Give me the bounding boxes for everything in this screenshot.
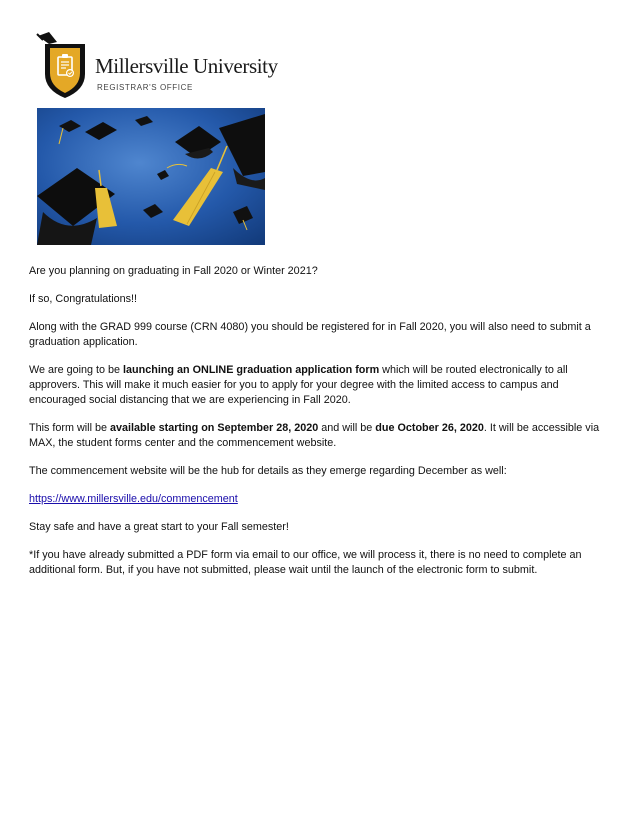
paragraph-online-form [29,363,615,408]
dates-text-end: . It will be accessible via MAX, the student forms center and the commencement website. [29,422,600,449]
dates-text-start: This form will be [29,422,110,434]
online-form-text-start: We are going to be [29,364,124,376]
paragraph-stay-safe: Stay safe and have a great start to your Fall semester! [29,521,289,533]
university-name: Millersville University [95,54,278,78]
commencement-link[interactable]: https://www.millersville.edu/commencement [29,493,238,505]
paragraph-note: *If you have already submitted a PDF form via email to our office, we will process it, there is no need to complete an additional form. But, if you have not submitted, please wait until the launch of the electronic form to submit. [29,549,582,576]
due-date-highlight: due October 26, 2020 [375,422,484,434]
online-form-text-end: which will be routed electronically to all approvers. This will make it much easier for you to apply for your degree with the limited access to campus and encouraged social distancing that we are experiencing in Fall 2020. [29,364,568,406]
paragraph-dates [29,421,615,451]
start-date-highlight: available starting on September 28, 2020 [110,422,319,434]
paragraph-link [29,492,615,507]
dates-text-mid: and will be [318,422,376,434]
graduation-caps-photo [37,108,265,245]
shield-icon [35,30,91,100]
paragraph-commencement-site: The commencement website will be the hub for details as they emerge regarding December as well: [29,465,507,477]
paragraph-congratulations: If so, Congratulations!! [29,293,138,305]
office-name: REGISTRAR'S OFFICE [97,83,193,92]
letter-body [29,264,615,591]
university-logo [35,30,278,102]
online-form-highlight: launching an ONLINE graduation application form [123,364,380,376]
paragraph-question: Are you planning on graduating in Fall 2020 or Winter 2021? [29,265,318,277]
paragraph-grad-course: Along with the GRAD 999 course (CRN 4080) you should be registered for in Fall 2020, you will also need to submit a graduation application. [29,321,591,348]
